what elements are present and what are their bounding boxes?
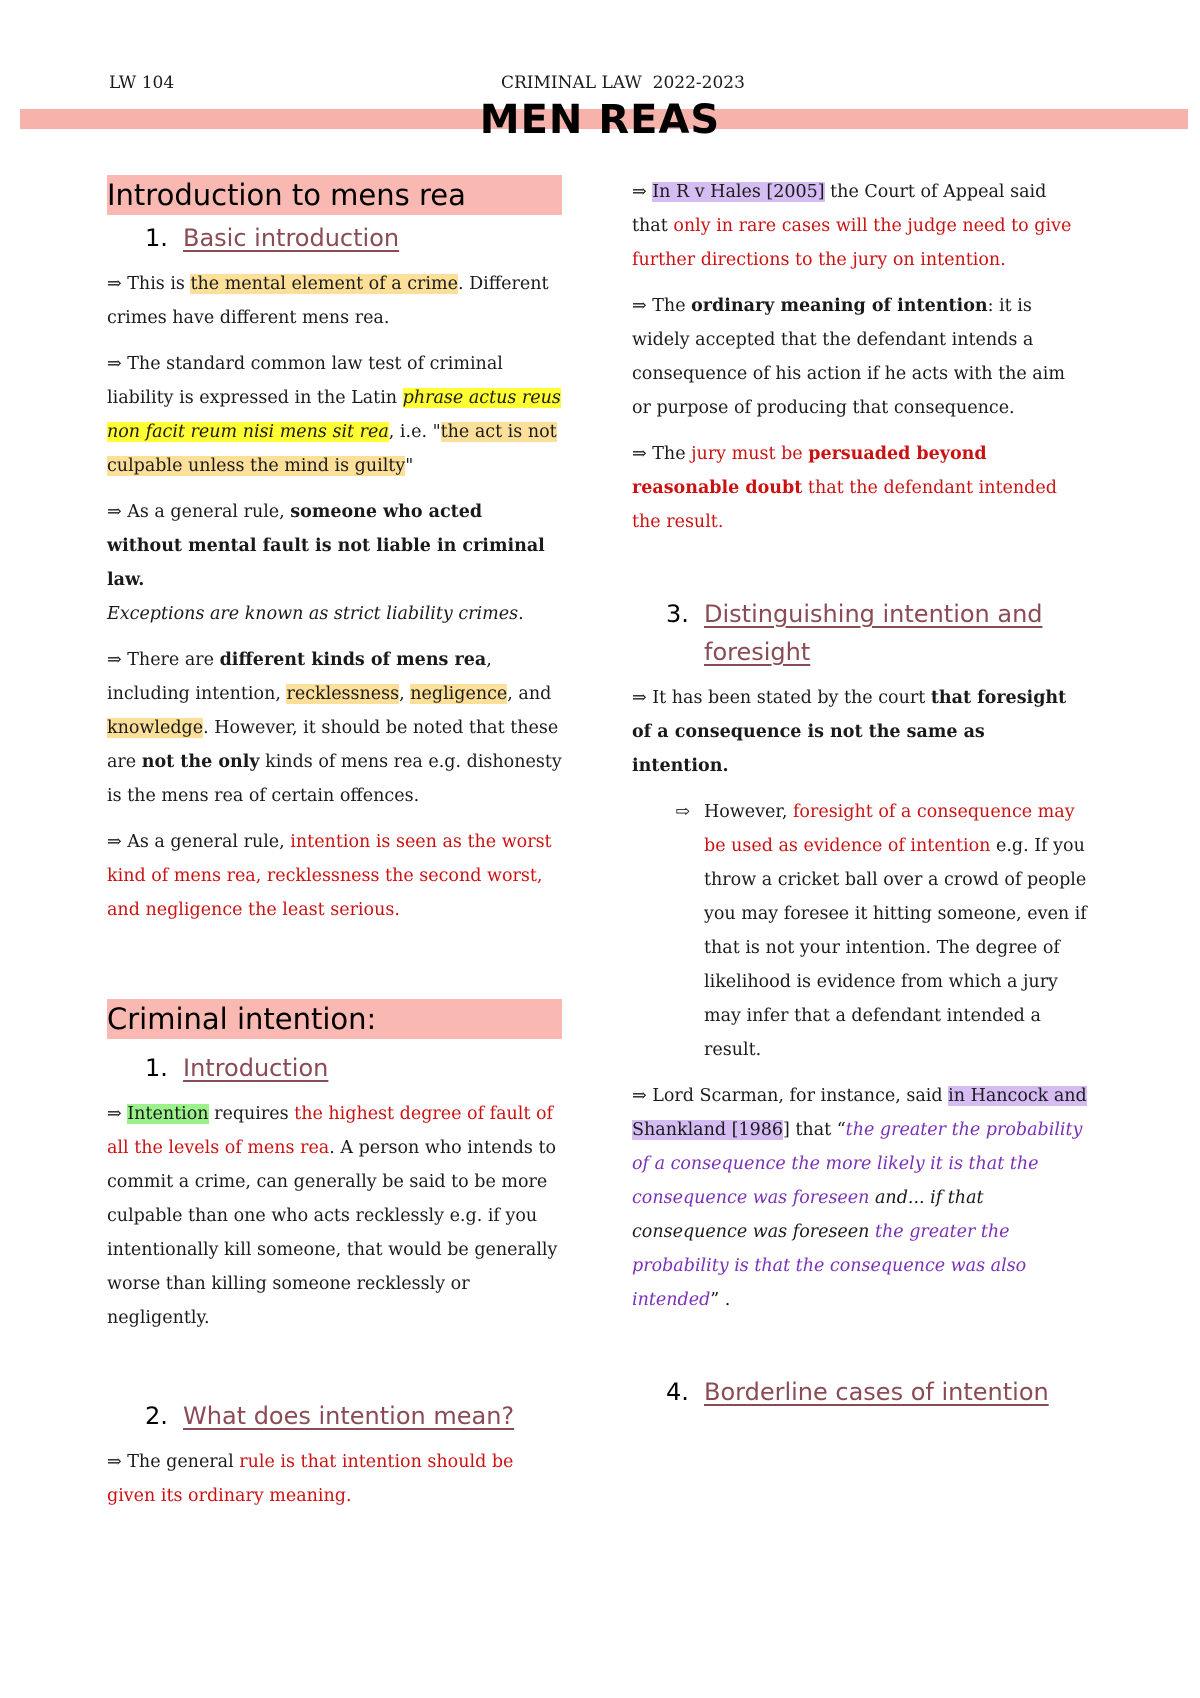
highlight-case: in Hancock and Shankland [1986 (632, 1086, 1087, 1140)
paragraph: ⇒ In R v Hales [2005] the Court of Appeal said that only in rare cases will the judge need to give further directions to the jury on intention. (632, 182, 1072, 270)
section-heading-intro: Introduction to mens rea (107, 175, 562, 215)
arrow-icon: ⇒ (107, 354, 122, 374)
subheading-number: 3. (666, 600, 689, 628)
arrow-icon: ⇒ (107, 274, 122, 294)
arrow-icon: ⇒ (107, 1452, 122, 1472)
subheading-title: What does intention mean? (183, 1402, 515, 1430)
subheading-title: Introduction (183, 1054, 329, 1082)
paragraph: ⇒ It has been stated by the court that foresight of a consequence is not the same as intention. (632, 688, 1067, 776)
arrow-icon: ⇒ (632, 688, 647, 708)
arrow-icon: ⇒ (632, 182, 647, 202)
arrow-icon: ⇒ (107, 1104, 122, 1124)
paragraph: ⇒ As a general rule, intention is seen as the worst kind of mens rea, recklessness the second worst, and negligence the least serious. (107, 832, 552, 920)
subheading-title: Distinguishing intention and foresight (704, 600, 1043, 666)
paragraph: ⇒ The jury must be persuaded beyond reasonable doubt that the defendant intended the result. (632, 444, 1057, 532)
subject-year: CRIMINAL LAW 2022-2023 (501, 73, 745, 93)
paragraph: ⇒ The general rule is that intention should be given its ordinary meaning. (107, 1452, 514, 1506)
subheading-introduction (107, 1049, 562, 1087)
subheading-number: 4. (666, 1378, 689, 1406)
highlight: recklessness (286, 684, 400, 704)
arrow-icon: ⇒ (632, 1086, 647, 1106)
arrow-icon: ⇒ (107, 650, 122, 670)
left-column (107, 175, 562, 1525)
right-column (632, 175, 1087, 1421)
highlight: knowledge (107, 718, 204, 738)
subheading-title: Borderline cases of intention (704, 1378, 1049, 1406)
document-title: MEN REAS (479, 97, 721, 143)
hollow-arrow-icon: ⇨ (675, 802, 690, 822)
paragraph: ⇒ Intention requires the highest degree of fault of all the levels of mens rea. A person who intends to commit a crime, can generally be said to be more culpable than one who acts recklessly e.g. if you intentionally kill someone, that would be generally worse than killing someone recklessly or negligently. (107, 1104, 558, 1328)
highlight: the mental element of a crime (190, 274, 458, 294)
subheading-distinguishing-intention-foresight (632, 595, 1087, 671)
arrow-icon: ⇒ (632, 444, 647, 464)
paragraph: ⇒ There are different kinds of mens rea, including intention, recklessness, negligence, and knowledge. However, it should be noted that these are not the only kinds of mens rea e.g. dishonesty is the mens rea of certain offences. (107, 650, 562, 806)
subheading-borderline-cases (632, 1373, 1087, 1411)
sub-bullet-text: However, foresight of a consequence may be used as evidence of intention e.g. If you throw a cricket ball over a crowd of people you may foresee it hitting someone, even if that is not your intention. The degree of likelihood is evidence from which a jury may infer that a defendant intended a result. (704, 802, 1087, 1060)
section-heading-criminal-intention: Criminal intention: (107, 999, 562, 1039)
subheading-number: 1. (145, 224, 168, 252)
paragraph: ⇒ The standard common law test of criminal liability is expressed in the Latin phrase actus reus non facit reum nisi mens sit rea, i.e. "the act is not culpable unless the mind is guilty" (107, 354, 561, 476)
arrow-icon: ⇒ (107, 502, 122, 522)
highlight-latin-phrase: phrase actus reus non facit reum nisi mens sit rea (107, 388, 561, 442)
subheading-number: 2. (145, 1402, 168, 1430)
highlight-case: In R v Hales [2005] (652, 182, 825, 202)
arrow-icon: ⇒ (107, 832, 122, 852)
paragraph: ⇒ As a general rule, someone who acted without mental fault is not liable in criminal law. Exceptions are known as strict liability crimes. (107, 502, 545, 624)
highlight: negligence (410, 684, 508, 704)
paragraph: ⇒ Lord Scarman, for instance, said in Hancock and Shankland [1986] that “the greater the probability of a consequence the more likely it is that the consequence was foreseen and... if that consequence was foreseen the greater the probability is that the consequence was also intended” . (632, 1086, 1087, 1310)
paragraph: ⇒ This is the mental element of a crime. Different crimes have different mens rea. (107, 274, 549, 328)
course-code: LW 104 (109, 73, 175, 93)
subheading-what-does-intention-mean (107, 1397, 562, 1435)
highlight: the act is not culpable unless the mind is guilty (107, 422, 557, 476)
subheading-basic-introduction (107, 219, 562, 257)
highlight-green: Intention (127, 1104, 209, 1124)
paragraph: ⇒ The ordinary meaning of intention: it is widely accepted that the defendant intends a consequence of his action if he acts with the aim or purpose of producing that consequence. (632, 296, 1065, 418)
subheading-number: 1. (145, 1054, 168, 1082)
arrow-icon: ⇒ (632, 296, 647, 316)
subheading-title: Basic introduction (183, 224, 400, 252)
sub-bullet (632, 795, 1087, 1067)
